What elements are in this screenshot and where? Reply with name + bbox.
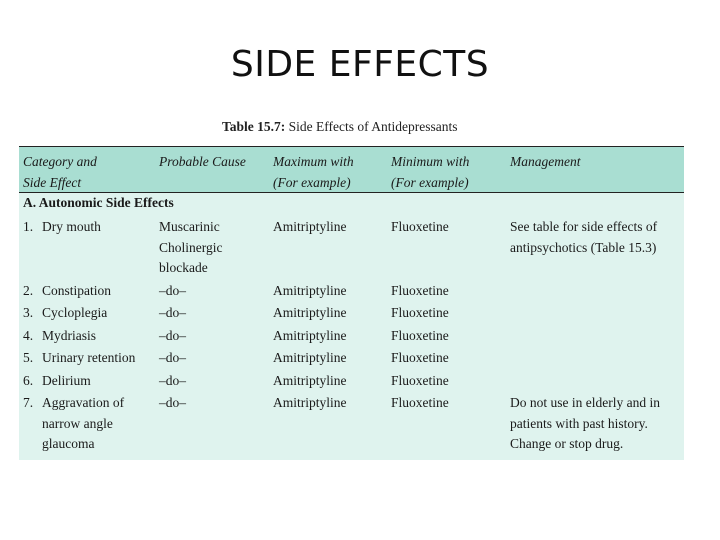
header-line: Maximum with <box>273 154 354 169</box>
maximum-cell: Amitriptyline <box>273 373 347 388</box>
table-caption <box>222 119 457 135</box>
row-number: 2. <box>23 283 34 298</box>
cell-line: Urinary retention <box>42 350 136 365</box>
minimum-cell: Fluoxetine <box>391 283 449 298</box>
row-number: 5. <box>23 350 34 365</box>
minimum-cell: Fluoxetine <box>391 305 449 320</box>
row-number: 1. <box>23 219 34 234</box>
header-line: (For example) <box>273 175 351 190</box>
side-effect-cell <box>42 326 96 347</box>
cell-line: See table for side effects of <box>510 219 658 234</box>
cell-line: Dry mouth <box>42 219 101 234</box>
table-caption-label: Table 15.7: <box>222 119 286 134</box>
minimum-cell: Fluoxetine <box>391 219 449 234</box>
cell-line: Change or stop drug. <box>510 436 624 451</box>
row-number: 4. <box>23 328 34 343</box>
cell-line: –do– <box>159 283 186 298</box>
header-minimum <box>391 151 469 193</box>
section-heading: A. Autonomic Side Effects <box>23 195 174 210</box>
cell-line: Do not use in elderly and in <box>510 395 660 410</box>
slide-title: SIDE EFFECTS <box>230 44 490 85</box>
cell-line: Constipation <box>42 283 112 298</box>
header-line: Category and <box>23 154 97 169</box>
cell-line: Cycloplegia <box>42 305 108 320</box>
cell-line: –do– <box>159 305 186 320</box>
header-line: (For example) <box>391 175 469 190</box>
cell-line: –do– <box>159 350 186 365</box>
side-effects-table <box>19 146 684 460</box>
cell-line: patients with past history. <box>510 415 648 431</box>
probable-cause-cell <box>159 303 186 324</box>
minimum-cell: Fluoxetine <box>391 395 449 410</box>
minimum-cell: Fluoxetine <box>391 328 449 343</box>
header-line: Probable Cause <box>159 154 246 169</box>
cell-line: –do– <box>159 328 186 343</box>
probable-cause-cell <box>159 217 223 279</box>
minimum-cell: Fluoxetine <box>391 350 449 365</box>
maximum-cell: Amitriptyline <box>273 283 347 298</box>
side-effect-cell <box>42 303 107 324</box>
header-management <box>510 151 580 172</box>
maximum-cell: Amitriptyline <box>273 395 347 410</box>
probable-cause-cell <box>159 393 186 414</box>
side-effect-cell <box>42 281 111 302</box>
side-effect-cell <box>42 348 135 369</box>
side-effect-cell <box>42 393 124 455</box>
row-number: 7. <box>23 395 34 410</box>
side-effect-cell <box>42 217 101 238</box>
maximum-cell: Amitriptyline <box>273 219 347 234</box>
header-cause <box>159 151 246 172</box>
cell-line: –do– <box>159 373 186 388</box>
probable-cause-cell <box>159 281 186 302</box>
minimum-cell: Fluoxetine <box>391 373 449 388</box>
table-header <box>19 146 684 193</box>
cell-line: Aggravation of <box>42 395 125 410</box>
probable-cause-cell <box>159 348 186 369</box>
management-cell <box>510 393 660 455</box>
maximum-cell: Amitriptyline <box>273 305 347 320</box>
side-effect-cell <box>42 371 91 392</box>
cell-line: Muscarinic <box>159 219 220 234</box>
maximum-cell: Amitriptyline <box>273 328 347 343</box>
row-number: 6. <box>23 373 34 388</box>
cell-line: Mydriasis <box>42 328 96 343</box>
cell-line: Cholinergic <box>159 239 223 255</box>
cell-line: –do– <box>159 395 186 410</box>
cell-line: narrow angle <box>42 415 113 431</box>
header-category <box>23 151 97 193</box>
header-line: Management <box>510 154 581 169</box>
cell-line: glaucoma <box>42 436 95 451</box>
header-maximum <box>273 151 354 193</box>
cell-line: blockade <box>159 260 208 275</box>
maximum-cell: Amitriptyline <box>273 350 347 365</box>
header-line: Minimum with <box>391 154 470 169</box>
row-number: 3. <box>23 305 34 320</box>
cell-line: antipsychotics (Table 15.3) <box>510 239 657 255</box>
probable-cause-cell <box>159 371 186 392</box>
management-cell <box>510 217 657 258</box>
table-caption-text: Side Effects of Antidepressants <box>288 119 458 134</box>
header-line: Side Effect <box>23 175 82 190</box>
cell-line: Delirium <box>42 373 91 388</box>
probable-cause-cell <box>159 326 186 347</box>
